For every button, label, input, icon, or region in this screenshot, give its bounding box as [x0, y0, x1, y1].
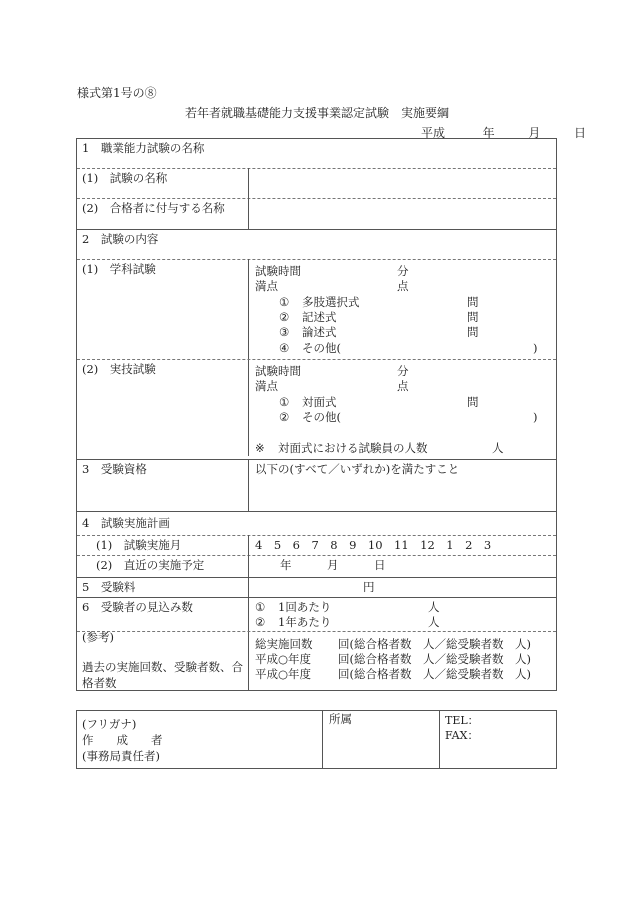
practical-type-1-num: ① — [279, 395, 290, 409]
form-id: 様式第1号の⑧ — [77, 86, 157, 100]
ref-row-2-period: 平成○年度 — [255, 652, 312, 666]
section-5-title: 5 受験料 — [82, 580, 136, 594]
written-type-4-close: ) — [533, 341, 538, 355]
tel-label: TEL： — [445, 714, 479, 727]
written-exam-label: (1) 学科試験 — [82, 262, 156, 276]
qualification-name-label: (2) 合格者に付与する名称 — [82, 201, 225, 215]
written-time-label: 試験時間 — [255, 264, 301, 278]
ref-row-3-text: 回(総合格者数 人／総受験者数 人) — [338, 667, 531, 681]
practical-exam-label: (2) 実技試験 — [82, 362, 156, 376]
fee-unit: 円 — [363, 580, 375, 594]
affiliation-label: 所属 — [329, 712, 352, 726]
section-1-title: 1 職業能力試験の名称 — [82, 141, 205, 155]
section-3-title: 3 受験資格 — [82, 462, 147, 476]
practical-time-unit: 分 — [397, 364, 409, 378]
written-score-unit: 点 — [397, 279, 409, 293]
next-schedule-label: (2) 直近の実施予定 — [96, 558, 205, 572]
per-year-num: ② — [255, 615, 266, 629]
date-year: 年 — [482, 126, 495, 140]
document-title: 若年者就職基礎能力支援事業認定試験 実施要綱 — [185, 106, 450, 120]
author-label: 作 成 者 — [82, 733, 163, 747]
practical-type-1-unit: 問 — [467, 395, 479, 409]
written-type-4-num: ④ — [279, 341, 290, 355]
date-day: 日 — [574, 126, 587, 140]
practical-type-2-close: ) — [533, 410, 538, 424]
next-schedule-month: 月 — [327, 558, 339, 572]
written-type-2-num: ② — [279, 310, 290, 324]
written-time-unit: 分 — [397, 264, 409, 278]
written-type-3-name: 論述式 — [302, 325, 337, 339]
practical-type-1-name: 対面式 — [302, 395, 337, 409]
ref-row-3-period: 平成○年度 — [255, 667, 312, 681]
practical-time-label: 試験時間 — [255, 364, 301, 378]
practical-type-2-num: ② — [279, 410, 290, 424]
per-session-num: ① — [255, 600, 266, 614]
written-type-3-num: ③ — [279, 325, 290, 339]
furigana-label: (フリガナ) — [82, 717, 137, 731]
per-session-unit: 人 — [428, 600, 440, 614]
practical-type-2-name: その他( — [302, 410, 341, 424]
reference-label: (参考) — [82, 630, 114, 644]
qualification-name-field[interactable] — [250, 199, 554, 228]
written-type-1-name: 多肢選択式 — [302, 295, 360, 309]
ref-row-1-text: 回(総合格者数 人／総受験者数 人) — [338, 637, 531, 651]
per-session-label: 1回あたり — [278, 600, 332, 614]
exam-name-label: (1) 試験の名称 — [82, 171, 168, 185]
examiner-count-unit: 人 — [492, 441, 504, 455]
ref-row-2-text: 回(総合格者数 人／総受験者数 人) — [338, 652, 531, 666]
examiner-count-note: 対面式における試験員の人数 — [278, 441, 428, 455]
reference-description: 過去の実施回数、受験者数、合格者数 — [82, 660, 243, 690]
written-type-2-unit: 問 — [467, 310, 479, 324]
fax-label: FAX： — [445, 729, 479, 742]
ref-row-1-period: 総実施回数 — [255, 637, 313, 651]
practical-score-label: 満点 — [255, 379, 278, 393]
next-schedule-day: 日 — [374, 558, 386, 572]
written-type-2-name: 記述式 — [302, 310, 337, 324]
per-year-unit: 人 — [428, 615, 440, 629]
practical-score-unit: 点 — [397, 379, 409, 393]
exam-months-value: 4 5 6 7 8 9 10 11 12 1 2 3 — [255, 538, 492, 552]
written-type-1-num: ① — [279, 295, 290, 309]
per-year-label: 1年あたり — [278, 615, 332, 629]
eligibility-text: 以下の(すべて／いずれか)を満たすこと — [255, 462, 460, 476]
date-era: 平成 — [421, 126, 446, 140]
written-score-label: 満点 — [255, 279, 278, 293]
written-type-1-unit: 問 — [467, 295, 479, 309]
written-type-3-unit: 問 — [467, 325, 479, 339]
section-2-title: 2 試験の内容 — [82, 232, 159, 246]
next-schedule-year: 年 — [280, 558, 292, 572]
section-6-title: 6 受験者の見込み数 — [82, 600, 193, 614]
written-type-4-name: その他( — [302, 341, 341, 355]
author-role: (事務局責任者) — [82, 749, 160, 763]
note-mark: ※ — [255, 441, 265, 455]
exam-months-label: (1) 試験実施月 — [96, 538, 182, 552]
exam-name-field[interactable] — [250, 169, 554, 197]
section-4-title: 4 試験実施計画 — [82, 516, 170, 530]
date-month: 月 — [528, 126, 541, 140]
